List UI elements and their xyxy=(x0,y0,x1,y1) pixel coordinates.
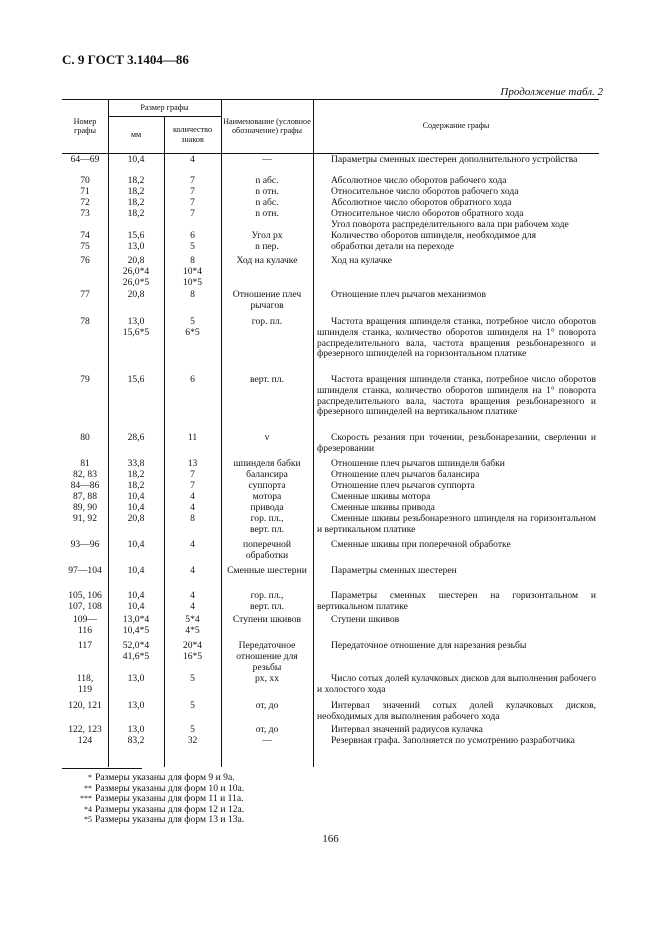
field-content: обработки детали на переходе xyxy=(331,241,454,252)
field-number: 122, 123 xyxy=(68,724,102,735)
field-name: n абс. xyxy=(255,175,279,186)
field-content: Абсолютное число оборотов рабочего хода xyxy=(331,175,507,186)
size-mm: 20,8 26,0*4 26,0*5 xyxy=(122,255,150,288)
field-content: Отношение плеч рычагов механизмов xyxy=(331,289,486,300)
field-number: 76 xyxy=(80,255,90,266)
size-chars: 6 xyxy=(190,374,195,385)
field-number: 105, 106 107, 108 xyxy=(68,590,102,612)
size-mm: 13,0 xyxy=(127,724,145,735)
size-mm: 10,4 xyxy=(127,539,145,550)
field-name: Ход на кулачке xyxy=(236,255,298,266)
field-number: 117 xyxy=(77,640,93,651)
size-chars: 7 xyxy=(190,197,195,208)
size-chars: 7 xyxy=(190,480,195,491)
footnote-mark: *5 xyxy=(84,815,92,824)
size-chars: 8 xyxy=(190,513,195,524)
field-content: Параметры сменных шестерен xyxy=(331,565,457,576)
field-name: — xyxy=(262,735,272,746)
field-content: Частота вращения шпинделя станка, потребное число оборотов шпинделя станка, количество оборотов шпинделя на 1° поворота распределительного вала, частота вращения резьбонарезного и фрезерного шпинделей на вертикальном платике xyxy=(317,374,596,418)
size-mm: 18,2 xyxy=(127,469,145,480)
field-number: 75 xyxy=(80,241,90,252)
field-number: 82, 83 xyxy=(73,469,97,480)
footnote xyxy=(62,773,312,784)
size-mm: 15,6 xyxy=(127,230,145,241)
field-name: Отношение плеч рычагов xyxy=(232,289,302,311)
footnote xyxy=(62,815,312,826)
field-number: 120, 121 xyxy=(68,700,102,711)
field-name: рх, хх xyxy=(255,673,279,684)
field-name: суппорта xyxy=(248,480,286,491)
col-number-header: Номер графы xyxy=(73,116,97,135)
field-content: Угол поворота распределительного вала при рабочем ходе xyxy=(331,219,569,230)
field-content: Количество оборотов шпинделя, необходимое для xyxy=(331,230,536,241)
footnote-mark: ** xyxy=(84,783,92,793)
field-number: 109— 116 xyxy=(73,614,97,636)
size-chars: 8 10*4 10*5 xyxy=(182,255,203,288)
field-content: Отношение плеч рычагов балансира xyxy=(331,469,480,480)
size-chars: 20*4 16*5 xyxy=(182,640,203,662)
field-number: 79 xyxy=(80,374,90,385)
page-header: С. 9 ГОСТ 3.1404—86 xyxy=(62,52,189,67)
field-number: 71 xyxy=(80,186,90,197)
field-content: Отношение плеч рычагов шпинделя бабки xyxy=(331,458,505,469)
field-content: Интервал значений радиусов кулачка xyxy=(331,724,483,735)
field-number: 73 xyxy=(80,208,90,219)
footnote-text: Размеры указаны для форм 10 и 10а. xyxy=(95,782,245,794)
field-name: балансира xyxy=(246,469,288,480)
size-mm: 15,6 xyxy=(127,374,145,385)
size-mm: 28,6 xyxy=(127,432,145,443)
size-chars: 4 xyxy=(190,539,195,550)
field-name: Угол рх xyxy=(251,230,283,241)
size-mm: 10,4 10,4 xyxy=(127,590,145,612)
page-number: 166 xyxy=(322,833,339,845)
size-chars: 4 4 xyxy=(190,590,195,612)
field-number: 78 xyxy=(80,316,90,327)
col-mm-header: мм xyxy=(130,129,142,139)
footnote-mark: *** xyxy=(80,794,92,803)
footnotes xyxy=(62,773,312,826)
size-mm: 52,0*4 41,6*5 xyxy=(122,640,150,662)
field-content: Частота вращения шпинделя станка, потребное число оборотов шпинделя станка, количество оборотов шпинделя на 1° поворота распределительного вала, частота вращения резьбонарезного и фрезерного шпинделей на горизонтальном платике xyxy=(317,316,596,360)
size-mm: 18,2 xyxy=(127,175,145,186)
size-mm: 18,2 xyxy=(127,480,145,491)
size-chars: 5 xyxy=(190,241,195,252)
size-mm: 10,4 xyxy=(127,502,145,513)
field-name: n абс. xyxy=(255,197,279,208)
field-number: 118, 119 xyxy=(76,673,94,695)
size-chars: 5 xyxy=(190,724,195,735)
field-name: от, до xyxy=(255,724,279,735)
size-chars: 5 xyxy=(190,700,195,711)
field-number: 64—69 xyxy=(70,154,100,165)
size-chars: 5 xyxy=(190,673,195,684)
size-chars: 4 xyxy=(190,491,195,502)
size-chars: 6 xyxy=(190,230,195,241)
size-mm: 13,0 xyxy=(127,673,145,684)
col-size-group-header: Размер графы xyxy=(140,102,189,112)
field-content: Сменные шкивы мотора xyxy=(331,491,431,502)
field-name: привода xyxy=(250,502,284,513)
field-content: Относительное число оборотов обратного хода xyxy=(331,208,524,219)
size-mm: 18,2 xyxy=(127,197,145,208)
field-number: 87, 88 xyxy=(73,491,97,502)
field-content: Абсолютное число оборотов обратного хода xyxy=(331,197,512,208)
field-number: 97—104 xyxy=(68,565,102,576)
field-number: 81 xyxy=(80,458,90,469)
size-mm: 20,8 xyxy=(127,289,145,300)
field-name: Сменные шестерни xyxy=(227,565,307,576)
col-content-header: Содержание графы xyxy=(422,121,490,131)
size-mm: 13,0 xyxy=(127,700,145,711)
field-name: мотора xyxy=(252,491,282,502)
field-name: гор. пл., верт. пл. xyxy=(250,590,284,612)
size-mm: 18,2 xyxy=(127,208,145,219)
size-mm: 20,8 xyxy=(127,513,145,524)
field-number: 91, 92 xyxy=(73,513,97,524)
size-chars: 5 6*5 xyxy=(185,316,200,338)
field-name: поперечной обработки xyxy=(242,539,292,561)
field-number: 74 xyxy=(80,230,90,241)
field-content: Скорость резания при точении, резьбонарезании, сверлении и фрезеровании xyxy=(317,432,596,454)
field-name: v xyxy=(264,432,270,443)
footnote-text: Размеры указаны для форм 11 и 11а. xyxy=(95,793,244,804)
field-name: гор. пл. xyxy=(251,316,283,327)
footnote xyxy=(62,794,312,805)
field-number: 77 xyxy=(80,289,90,300)
field-number: 89, 90 xyxy=(73,502,97,513)
field-number: 72 xyxy=(80,197,90,208)
field-name: шпинделя бабки xyxy=(233,458,301,469)
field-content: Сменные шкивы привода xyxy=(331,502,435,513)
col-chars-header: количество знаков xyxy=(172,125,213,144)
size-chars: 5*4 4*5 xyxy=(185,614,200,636)
size-chars: 7 xyxy=(190,175,195,186)
size-chars: 8 xyxy=(190,289,195,300)
size-chars: 7 xyxy=(190,186,195,197)
field-name: n отн. xyxy=(255,186,279,197)
field-content: Сменные шкивы при поперечной обработке xyxy=(331,539,511,550)
size-chars: 4 xyxy=(190,502,195,513)
size-chars: 4 xyxy=(190,565,195,576)
field-content: Число сотых долей кулачковых дисков для выполнения рабочего и холостого хода xyxy=(317,673,596,695)
field-name: n отн. xyxy=(255,208,279,219)
size-mm: 13,0*4 10,4*5 xyxy=(122,614,150,636)
field-content: Сменные шкивы резьбонарезного шпинделя на горизонтальном и вертикальном платике xyxy=(317,513,596,535)
field-name: Ступени шкивов xyxy=(232,614,302,625)
size-chars: 7 xyxy=(190,469,195,480)
field-name: Передаточное отношение для резьбы xyxy=(236,640,298,673)
field-content: Ступени шкивов xyxy=(331,614,400,625)
size-chars: 7 xyxy=(190,208,195,219)
size-mm: 13,0 xyxy=(127,241,145,252)
size-mm: 13,0 15,6*5 xyxy=(122,316,150,338)
field-number: 84—86 xyxy=(70,480,100,491)
field-content: Ход на кулачке xyxy=(331,255,392,266)
footnote-divider xyxy=(62,768,142,769)
size-chars: 13 xyxy=(187,458,198,469)
field-name: от, до xyxy=(255,700,279,711)
field-number: 80 xyxy=(80,432,90,443)
size-mm: 10,4 xyxy=(127,565,145,576)
field-number: 70 xyxy=(80,175,90,186)
field-content: Параметры сменных шестерен на горизонтальном и вертикальном платике xyxy=(317,590,596,612)
size-mm: 10,4 xyxy=(127,154,145,165)
table-continuation-label: Продолжение табл. 2 xyxy=(500,86,603,98)
field-content: Отношение плеч рычагов суппорта xyxy=(331,480,475,491)
field-content: Резервная графа. Заполняется по усмотрению разработчика xyxy=(331,735,575,746)
col-name-header: Наименование (условное обозначение) графы xyxy=(223,116,311,135)
field-content: Передаточное отношение для нарезания резьбы xyxy=(331,640,527,651)
footnote-mark: *4 xyxy=(84,804,92,814)
field-content: Интервал значений сотых долей кулачковых дисков, необходимых для выполнения рабочего хода xyxy=(317,700,596,722)
size-chars: 32 xyxy=(187,735,198,746)
size-mm: 33,8 xyxy=(127,458,145,469)
size-mm: 18,2 xyxy=(127,186,145,197)
field-content: Относительное число оборотов рабочего хода xyxy=(331,186,519,197)
field-name: — xyxy=(262,154,272,165)
size-chars: 11 xyxy=(187,432,198,443)
field-name: верт. пл. xyxy=(250,374,284,385)
field-content: Параметры сменных шестерен дополнительного устройства xyxy=(331,154,578,165)
size-mm: 83,2 xyxy=(127,735,145,746)
field-name: n пер. xyxy=(255,241,279,252)
field-name: гор. пл., верт. пл. xyxy=(250,513,284,535)
field-number: 93—96 xyxy=(70,539,100,550)
field-number: 124 xyxy=(77,735,93,746)
footnote-text: Размеры указаны для форм 9 и 9а. xyxy=(95,772,235,783)
footnote-text: Размеры указаны для форм 13 и 13а. xyxy=(95,814,245,825)
size-mm: 10,4 xyxy=(127,491,145,502)
footnote-text: Размеры указаны для форм 12 и 12а. xyxy=(95,803,245,815)
size-chars: 4 xyxy=(190,154,195,165)
footnote-mark: * xyxy=(88,773,92,782)
